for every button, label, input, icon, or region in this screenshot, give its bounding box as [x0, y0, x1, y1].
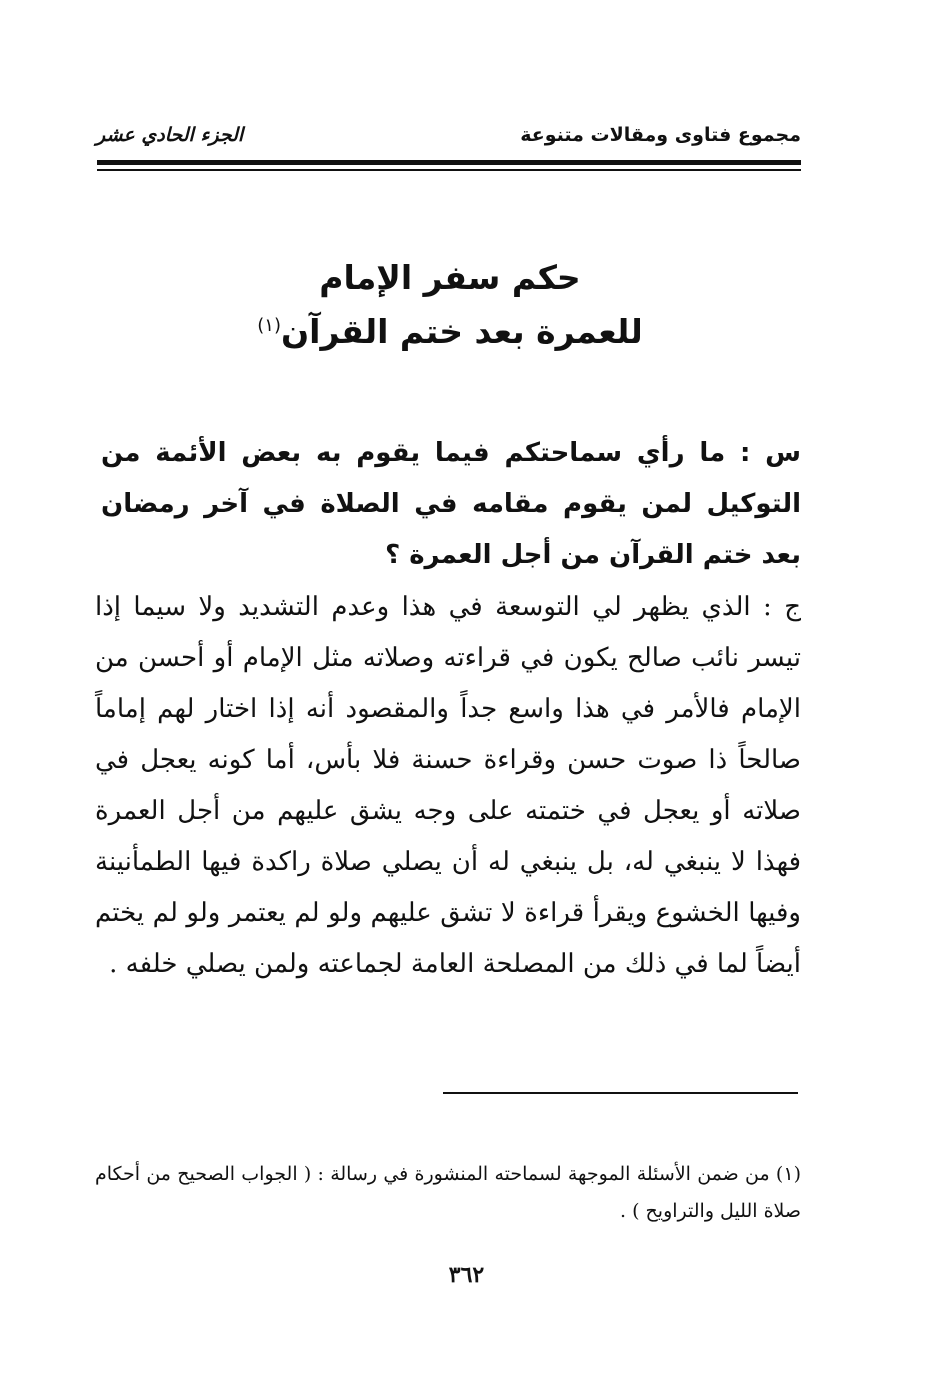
running-header-book-title: مجموع فتاوى ومقالات متنوعة	[520, 124, 801, 146]
footnote-separator	[443, 1092, 798, 1094]
article-title-line2-text: للعمرة بعد ختم القرآن	[280, 312, 643, 351]
article-title-line2	[150, 312, 750, 351]
article-title-line1: حكم سفر الإمام	[319, 258, 581, 297]
footnote-marker: (١)	[257, 315, 281, 336]
header-rule-thick	[97, 160, 801, 165]
footnote: (١) من ضمن الأسئلة الموجهة لسماحته المنشورة في رسالة : ( الجواب الصحيح من أحكام صلاة الليل والتراويح ) .	[95, 1163, 801, 1222]
running-header-volume: الجزء الحادي عشر	[96, 124, 244, 146]
question-paragraph: س : ما رأي سماحتكم فيما يقوم به بعض الأئمة من التوكيل لمن يقوم مقامه في الصلاة في آخر رمضان بعد ختم القرآن من أجل العمرة ؟	[101, 438, 801, 570]
page-number: ٣٦٢	[448, 1262, 485, 1288]
header-rule-thin	[97, 169, 801, 171]
answer-paragraph: ج : الذي يظهر لي التوسعة في هذا وعدم التشديد ولا سيما إذا تيسر نائب صالح يكون في قراءته وصلاته مثل الإمام أو أحسن من الإمام فالأمر في هذا واسع جداً والمقصود أنه إذا اختار لهم إماماً صالحاً ذا صوت حسن وقراءة حسنة فلا بأس، أما كونه يعجل في صلاته أو يعجل في ختمته على وجه يشق عليهم من أجل العمرة فهذا لا ينبغي له، بل ينبغي له أن يصلي صلاة راكدة فيها الطمأنينة وفيها الخشوع ويقرأ قراءة لا تشق عليهم ولو لم يعتمر ولو لم يختم أيضاً لما في ذلك من المصلحة العامة لجماعته ولمن يصلي خلفه .	[95, 592, 801, 979]
